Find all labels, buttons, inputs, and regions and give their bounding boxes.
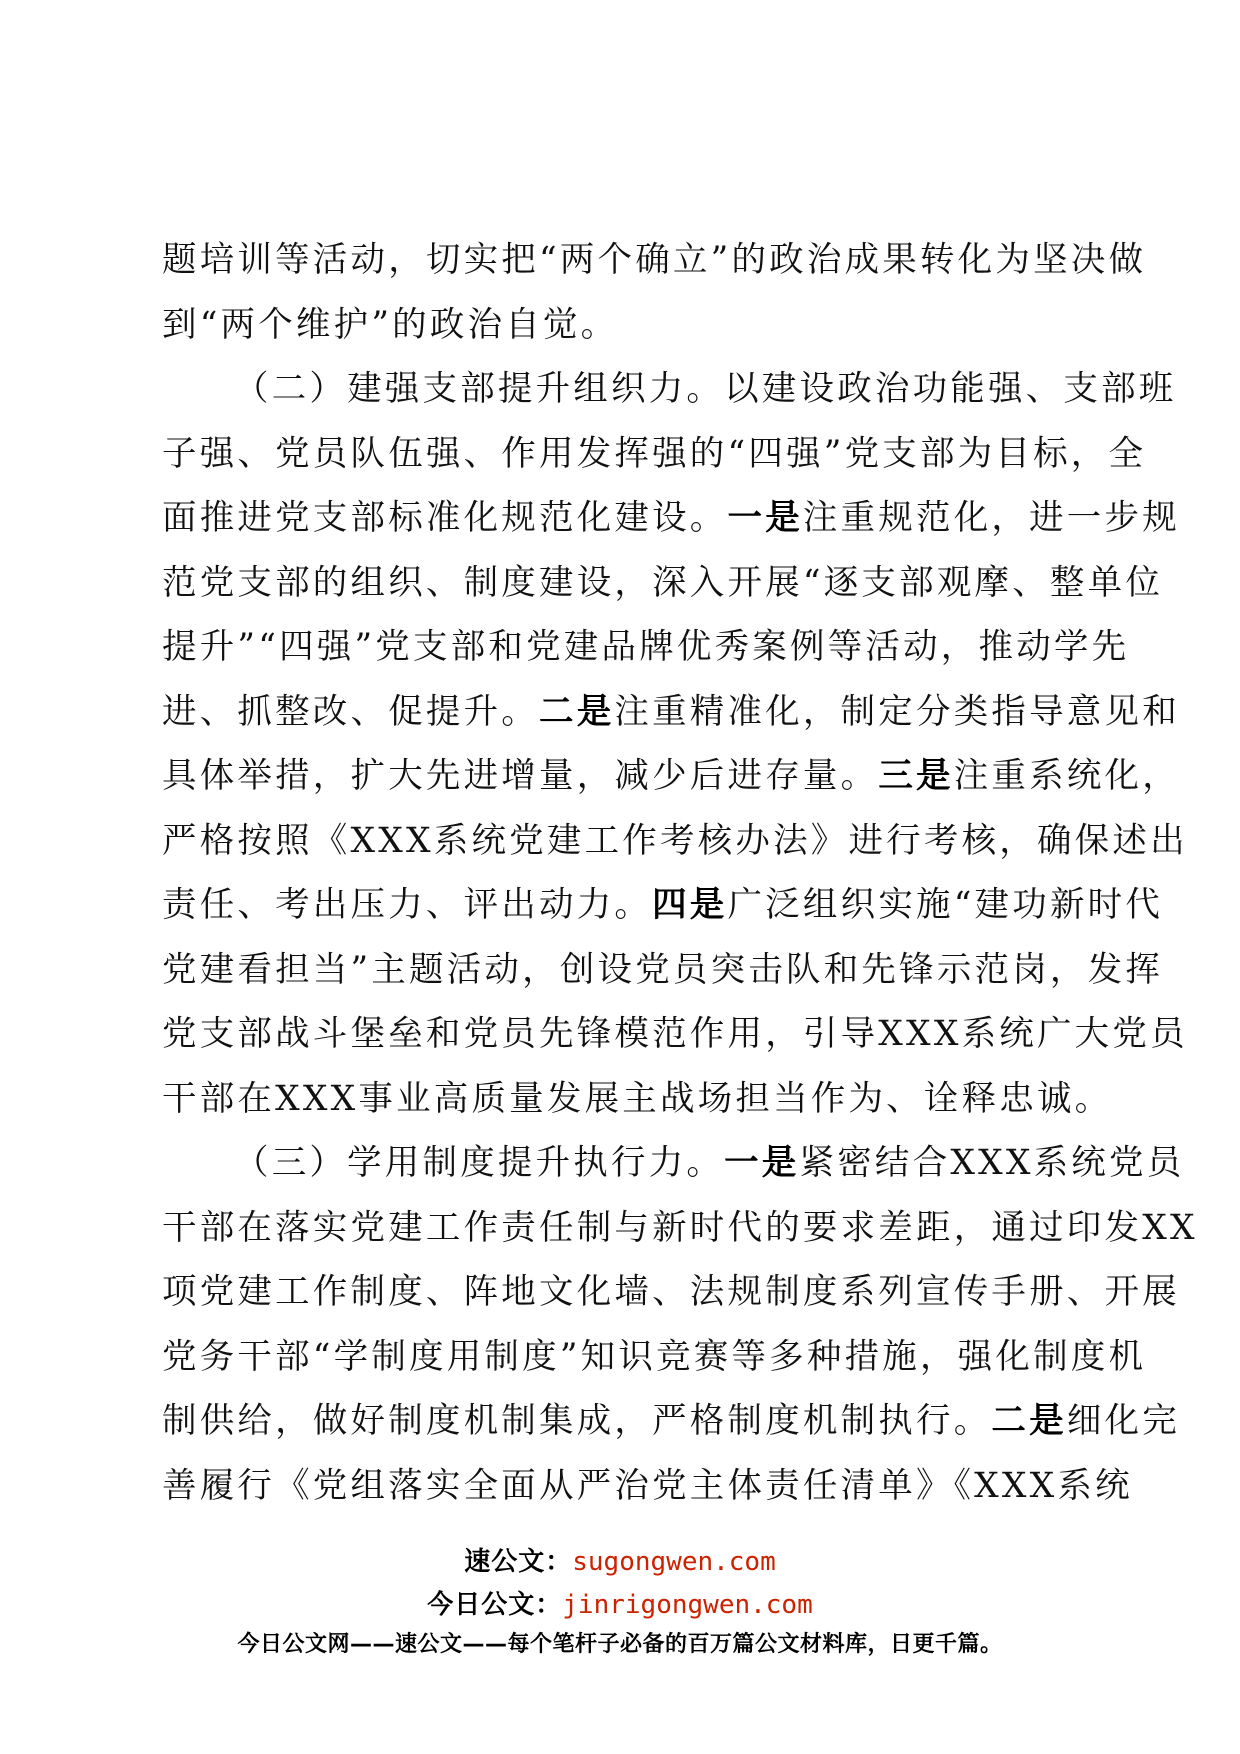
body-line	[162, 873, 1164, 938]
footer-link-url[interactable]: jinrigongwen.com	[562, 1590, 813, 1620]
body-line: 党支部战斗堡垒和党员先锋模范作用，引导XXX系统广大党员	[162, 1014, 1188, 1054]
body-line	[162, 1389, 1180, 1454]
line-text: 面推进党支部标准化规范化建设。	[162, 498, 728, 538]
body-line: 干部在落实党建工作责任制与新时代的要求差距，通过印发XX	[162, 1207, 1198, 1248]
body-line: 提升”“四强”党支部和党建品牌优秀案例等活动，推动学先	[162, 627, 1130, 667]
body-line: 项党建工作制度、阵地文化墙、法规制度系列宣传手册、开展	[162, 1272, 1180, 1312]
body-line: 范党支部的组织、制度建设，深入开展“逐支部观摩、整单位	[162, 562, 1164, 603]
footer-link-label: 今日公文：	[427, 1590, 563, 1620]
emphasis-marker: 四是	[652, 885, 728, 925]
body-line	[162, 680, 1180, 745]
emphasis-marker: 二是	[539, 691, 615, 732]
body-line: 题培训等活动，切实把“两个确立”的政治成果转化为坚决做	[162, 240, 1147, 280]
body-line: 善履行《党组落实全面从严治党主体责任清单》《XXX系统	[162, 1465, 1133, 1506]
body-line: 到“两个维护”的政治自觉。	[162, 304, 619, 345]
emphasis-marker: 一是	[724, 1143, 800, 1183]
body-line	[162, 744, 1180, 809]
line-text: 具体举措，扩大先进增量，减少后进存量。	[162, 756, 879, 796]
body-line: 严格按照《XXX系统党建工作考核办法》进行考核，确保述出	[162, 820, 1188, 861]
section-heading-line: （二）建强支部提升组织力。以建设政治功能强、支部班	[234, 369, 1177, 409]
body-line: 干部在XXX事业高质量发展主战场担当作为、诠释忠诚。	[162, 1078, 1113, 1119]
line-text: 注重系统化，	[953, 756, 1180, 796]
line-text: 进、抓整改、促提升。	[162, 691, 539, 732]
footer-link-jinrigongwen[interactable]	[0, 1584, 1240, 1621]
body-line: 子强、党员队伍强、作用发挥强的“四强”党支部为目标，全	[162, 433, 1147, 474]
emphasis-marker: 一是	[727, 498, 803, 538]
document-body	[162, 228, 1198, 1518]
line-text: 责任、考出压力、评出动力。	[162, 885, 653, 925]
line-text: 注重规范化，进一步规	[802, 498, 1180, 538]
emphasis-marker: 二是	[991, 1401, 1067, 1441]
line-text: 细化完	[1066, 1401, 1180, 1441]
section-heading-line	[162, 1131, 1185, 1196]
footer-link-label: 速公文：	[464, 1547, 573, 1577]
line-text: 紧密结合XXX系统党员	[799, 1143, 1185, 1183]
line-text: 注重精准化，制定分类指导意见和	[614, 691, 1180, 732]
footer-link-sugongwen[interactable]	[0, 1541, 1240, 1578]
body-line: 党务干部“学制度用制度”知识竞赛等多种措施，强化制度机	[162, 1336, 1147, 1377]
footer-link-url[interactable]: sugongwen.com	[572, 1547, 776, 1577]
emphasis-marker: 三是	[878, 756, 954, 796]
body-line: 党建看担当”主题活动，创设党员突击队和先锋示范岗，发挥	[162, 949, 1164, 990]
line-text: 广泛组织实施“建功新时代	[727, 885, 1164, 925]
line-text: （三）学用制度提升执行力。	[234, 1143, 725, 1183]
footer-slogan: 今日公文网——速公文——每个笔杆子必备的百万篇公文材料库，日更千篇。	[237, 1632, 1003, 1657]
line-text: 制供给，做好制度机制集成，严格制度机制执行。	[162, 1401, 992, 1441]
body-line	[162, 486, 1180, 551]
